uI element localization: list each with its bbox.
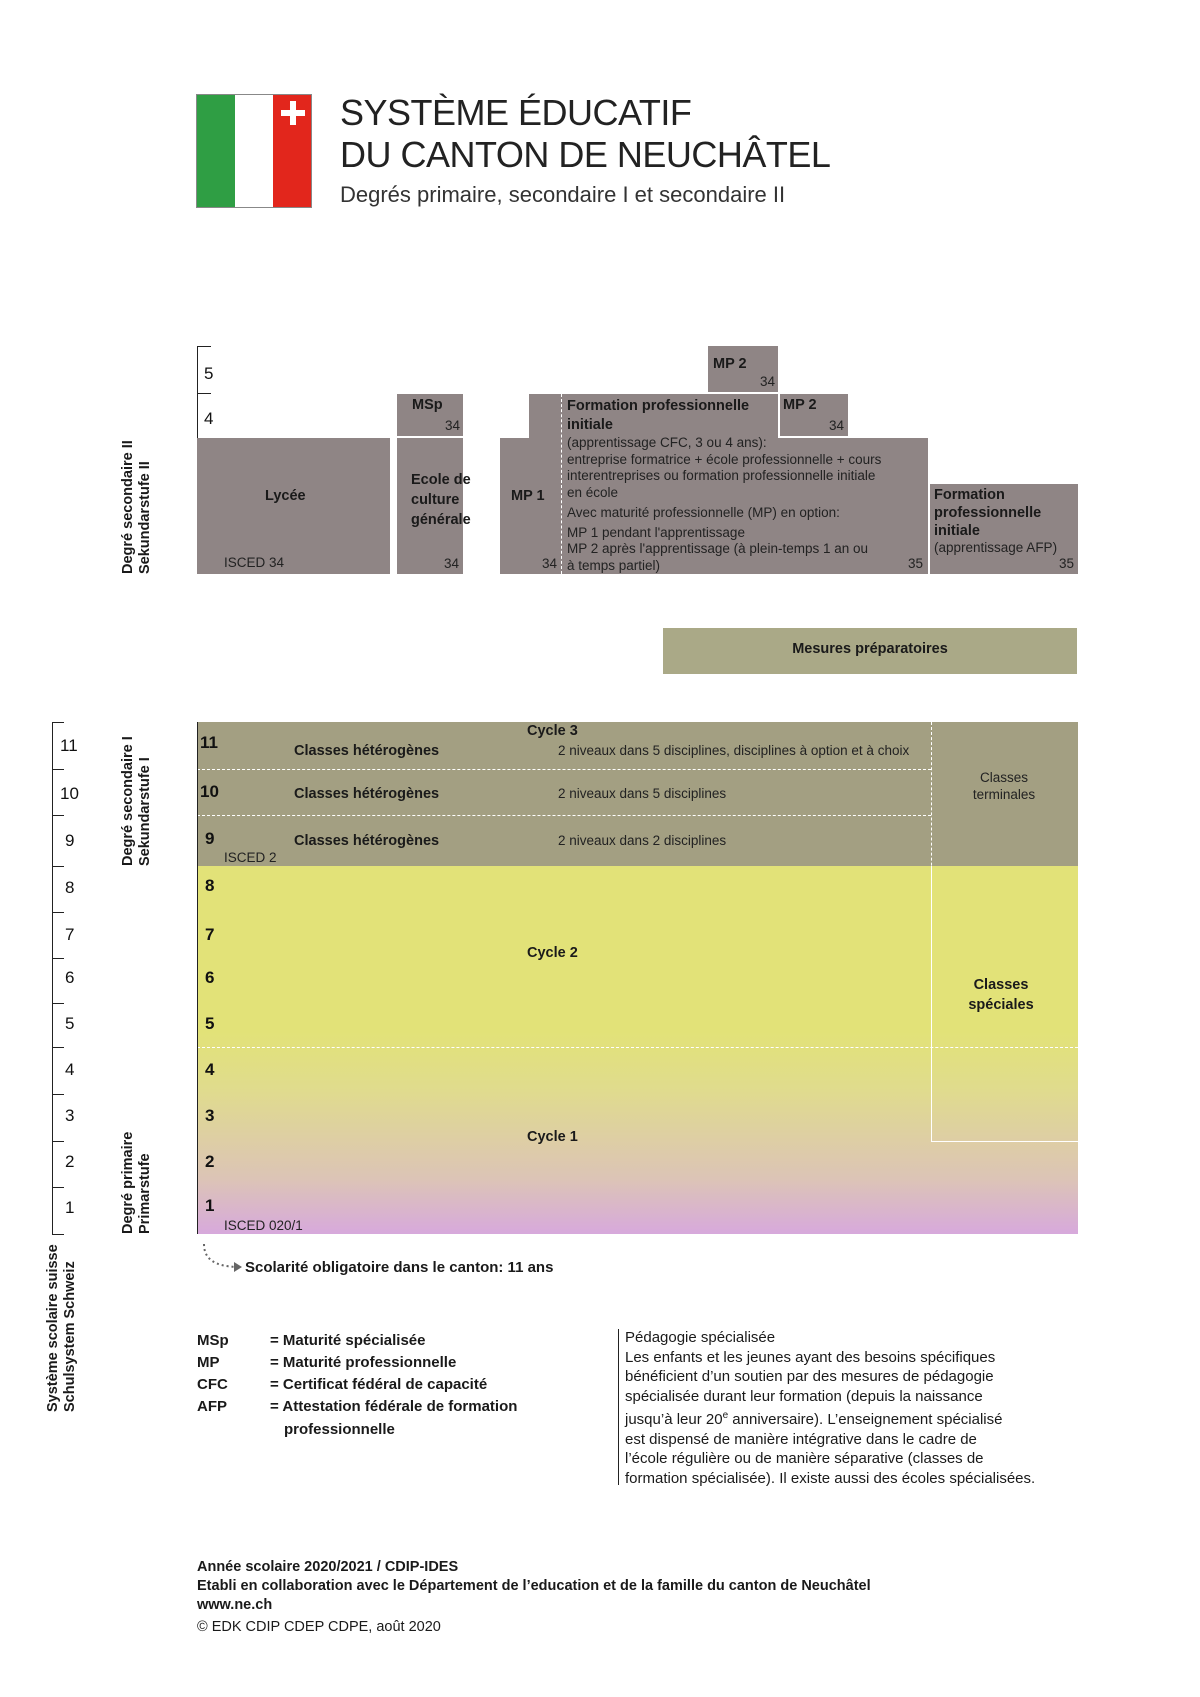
primary-box [197, 866, 1078, 1234]
axis-label-swiss: Système scolaire suisse Schulsystem Schweiz [45, 1244, 78, 1412]
mp1-upper [529, 394, 560, 440]
compulsory-schooling: Scolarité obligatoire dans le canton: 11 ans [245, 1259, 554, 1276]
ecg-box: Ecole de culture générale 34 [397, 438, 463, 574]
sec1-isced: ISCED 2 [224, 850, 277, 865]
mp1-box: MP 1 34 [500, 438, 560, 574]
neuchatel-flag-icon [196, 94, 312, 208]
cycle3-label: Cycle 3 [527, 723, 578, 739]
pedagogie-block: Pédagogie spécialisée Les enfants et les jeunes ayant des besoins spécifiques bénéficient d’un soutien par des mesures de pédagogie spécialisée durant leur formation (depuis la naissance jusqu’à leur 20e anniversaire). L’enseignement spécialisé est dispensé de manière intégrative dans le cadre de l’école régulière ou de manière séparative (classes de formation spécialisée). Il existe aussi des écoles spécialisées. [625, 1329, 1036, 1487]
sec1-row9-label: Classes hétérogènes [294, 833, 440, 849]
sec1-row10-label: Classes hétérogènes [294, 786, 440, 802]
sec2-year-4: 4 [204, 409, 214, 428]
dotted-arrow-icon [198, 1242, 246, 1276]
msp-box: MSp 34 [397, 394, 463, 436]
sec1-row9-desc: 2 niveaux dans 2 disciplines [558, 833, 727, 848]
page-subtitle: Degrés primaire, secondaire I et secondaire II [340, 182, 786, 207]
classes-terminales: Classes terminales [972, 770, 1036, 802]
mp2-mid-box: MP 2 34 [780, 394, 848, 436]
sec1-row11-label: Classes hétérogènes [294, 743, 440, 759]
axis-label-sec2: Degré secondaire II Sekundarstufe II [120, 440, 153, 574]
footer: Année scolaire 2020/2021 / CDIP-IDES Etabli en collaboration avec le Département de l’education et de la famille du canton de Neuchâtel www.ne.ch © EDK CDIP CDEP CDPE, août 2020 [197, 1559, 871, 1635]
axis-label-primary: Degré primaire Primarstufe [120, 1131, 153, 1234]
mp2-top-box: MP 2 34 [708, 346, 778, 392]
fpi-code: 35 [908, 556, 924, 571]
sec1-row10-desc: 2 niveaux dans 5 disciplines [558, 786, 727, 801]
sec1-row11-desc: 2 niveaux dans 5 disciplines, disciplines à option et à choix [558, 743, 910, 758]
lycee-box [197, 438, 390, 574]
lycee-isced: ISCED 34 [224, 555, 285, 570]
sec2-year-5: 5 [204, 364, 214, 383]
primary-isced: ISCED 020/1 [224, 1218, 303, 1233]
fpi-text: Formation professionnelle initiale (apprentissage CFC, 3 ou 4 ans): entreprise formatrice + école professionnelle + cours interentreprises ou formation professionnelle initiale en école Avec maturité professionnelle (MP) en option: MP 1 pendant l'apprentissage MP 2 après l'apprentissage (à plein-temps 1 an ou à temps partiel) [567, 398, 882, 573]
page-title: SYSTÈME ÉDUCATIF DU CANTON DE NEUCHÂTEL [340, 92, 831, 175]
cycle1-label: Cycle 1 [527, 1129, 578, 1145]
afp-box: Formation professionnelle initiale (apprentissage AFP) 35 [930, 484, 1078, 574]
swiss-axis [52, 722, 53, 1234]
axis-label-sec1: Degré secondaire I Sekundarstufe I [120, 736, 153, 866]
mesures-box: Mesures préparatoires [663, 628, 1077, 674]
lycee-label: Lycée [265, 488, 306, 504]
classes-speciales: Classes spéciales [968, 977, 1034, 1013]
cycle2-label: Cycle 2 [527, 945, 578, 961]
